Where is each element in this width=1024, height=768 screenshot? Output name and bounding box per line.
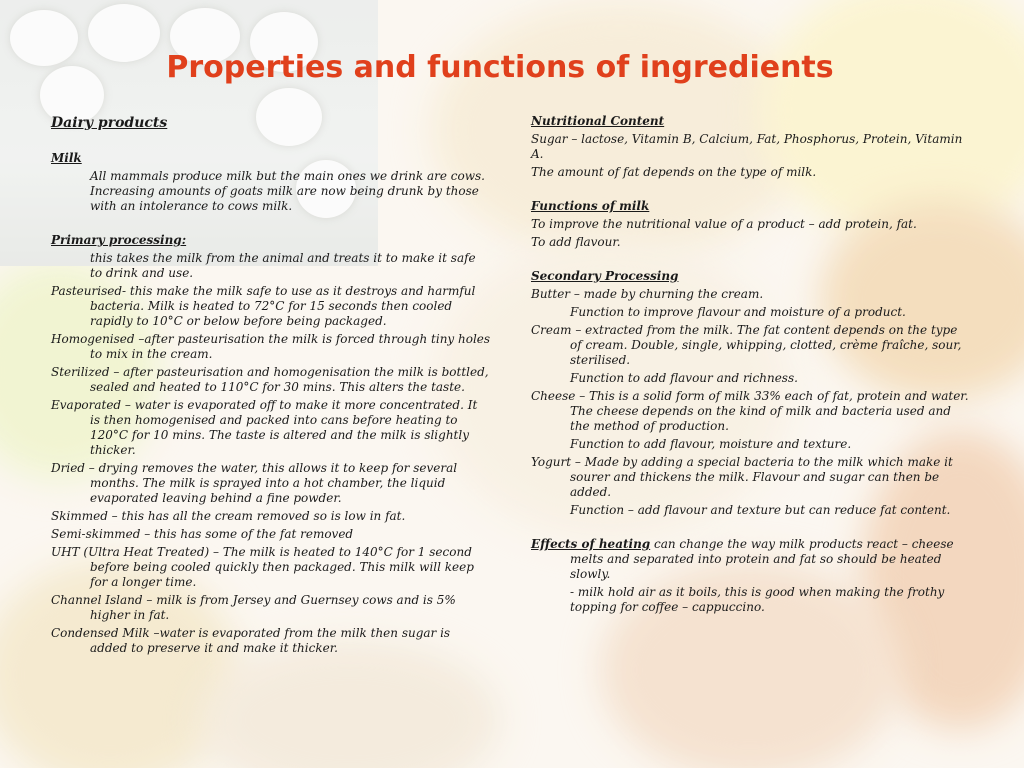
secondary-processing-heading: Secondary Processing (531, 269, 679, 283)
functions-line: To add flavour. (531, 235, 621, 249)
list-item: Pasteurised- this make the milk safe to use as it destroys and harmful bacteria. Milk is heated to 72°C for 15 seconds then cooled rapidly to 10°C or below before being packaged. (51, 284, 476, 328)
butter-function: Function to improve flavour and moisture of a product. (570, 305, 906, 319)
butter-text: Butter – made by churning the cream. (531, 287, 764, 301)
nutrition-line: The amount of fat depends on the type of milk. (531, 165, 817, 179)
page-title: Properties and functions of ingredients (166, 50, 834, 85)
cheese-text: Cheese – This is a solid form of milk 33% each of fat, protein and water. The cheese depends on the kind of milk and bacteria used and the method of production. (531, 389, 969, 433)
right-column (531, 114, 971, 618)
list-item: Evaporated – water is evaporated off to make it more concentrated. It is then homogenised and packed into cans before heating to 120°C for 10 mins. The taste is altered and the milk is slightly thicker. (51, 398, 478, 457)
heating-heading: Effects of heating (531, 537, 651, 551)
section-heading-dairy: Dairy products (51, 115, 168, 131)
yogurt-function: Function – add flavour and texture but can reduce fat content. (570, 503, 951, 517)
left-column (51, 116, 491, 659)
list-item: Sterilized – after pasteurisation and homogenisation the milk is bottled, sealed and heated to 110°C for 30 mins. This alters the taste. (51, 365, 489, 394)
yogurt-text: Yogurt – Made by adding a special bacteria to the milk which make it sourer and thickens the milk. Flavour and sugar can then be added. (531, 455, 953, 499)
cream-text: Cream – extracted from the milk. The fat content depends on the type of cream. Double, single, whipping, clotted, crème fraîche, sour, sterilised. (531, 323, 962, 367)
functions-line: To improve the nutritional value of a product – add protein, fat. (531, 217, 917, 231)
heating-note: - milk hold air as it boils, this is good when making the frothy topping for coffee – cappuccino. (570, 585, 945, 614)
cheese-function: Function to add flavour, moisture and texture. (570, 437, 852, 451)
heating-paragraph (531, 537, 971, 582)
list-item: Condensed Milk –water is evaporated from the milk then sugar is added to preserve it and make it thicker. (51, 626, 451, 655)
functions-heading: Functions of milk (531, 199, 650, 213)
list-item: Channel Island – milk is from Jersey and Guernsey cows and is 5% higher in fat. (51, 593, 456, 622)
cream-function: Function to add flavour and richness. (570, 371, 798, 385)
list-item: Skimmed – this has all the cream removed so is low in fat. (51, 509, 406, 523)
nutrition-heading: Nutritional Content (531, 114, 665, 128)
milk-heading: Milk (51, 151, 82, 165)
list-item: Dried – drying removes the water, this allows it to keep for several months. The milk is sprayed into a hot chamber, the liquid evaporated leaving behind a fine powder. (51, 461, 458, 505)
heating-text: can change the way milk products react – cheese melts and separated into protein and fat so should be heated slowly. (570, 537, 954, 581)
list-item: Homogenised –after pasteurisation the milk is forced through tiny holes to mix in the cream. (51, 332, 491, 361)
nutrition-line: Sugar – lactose, Vitamin B, Calcium, Fat, Phosphorus, Protein, Vitamin A. (531, 132, 963, 161)
list-item: Semi-skimmed – this has some of the fat removed (51, 527, 354, 541)
list-item: UHT (Ultra Heat Treated) – The milk is heated to 140°C for 1 second before being cooled quickly then packaged. This milk will keep for a longer time. (51, 545, 474, 589)
primary-processing-heading: Primary processing: (51, 233, 187, 247)
primary-processing-text: this takes the milk from the animal and treats it to make it safe to drink and use. (90, 251, 476, 280)
milk-text: All mammals produce milk but the main ones we drink are cows. Increasing amounts of goats milk are now being drunk by those with an intolerance to cows milk. (90, 169, 485, 213)
